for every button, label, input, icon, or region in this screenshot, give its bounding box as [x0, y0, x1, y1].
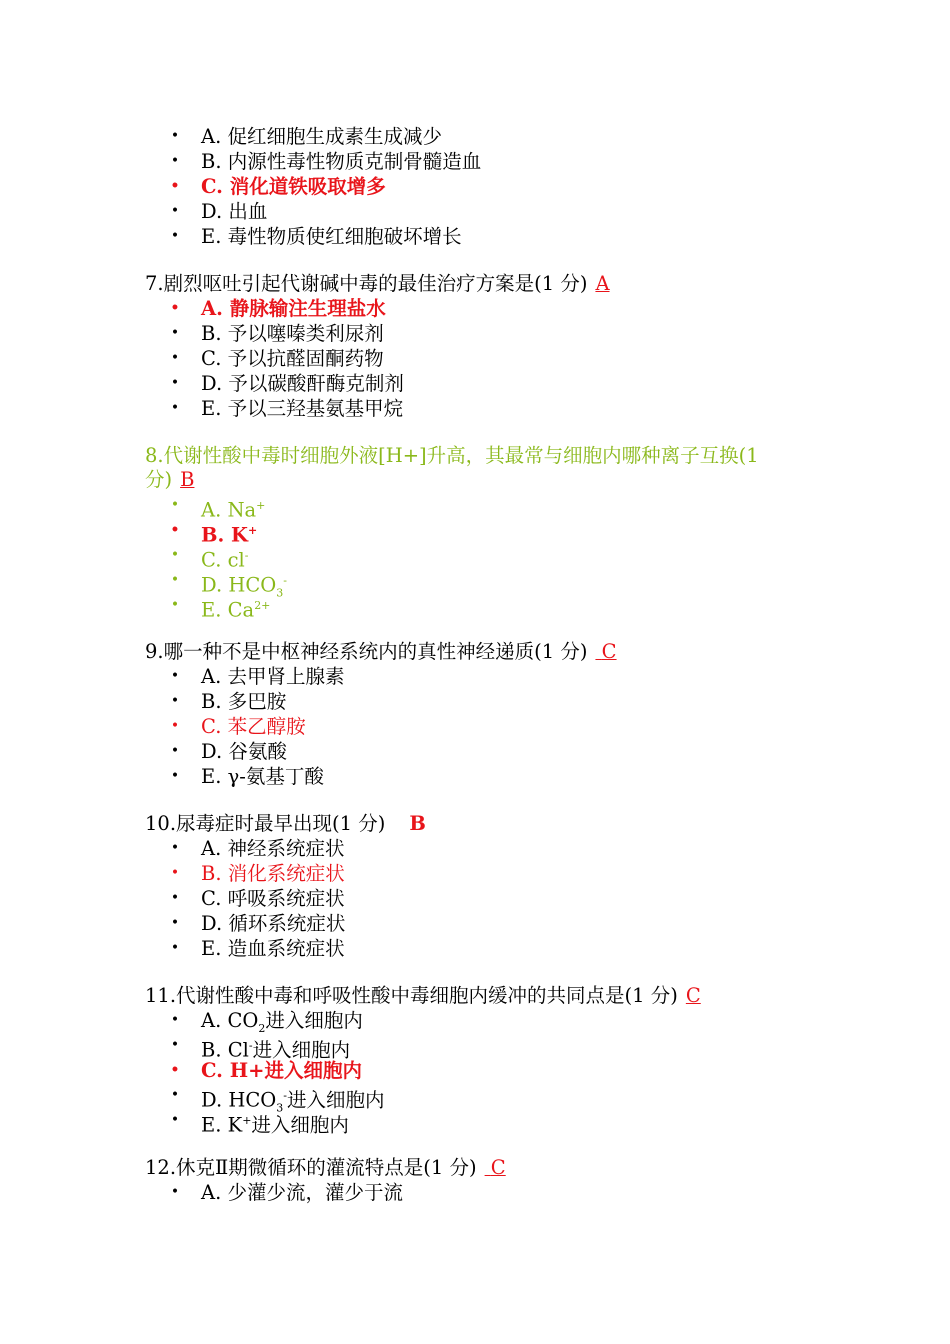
answer-mark: A: [595, 272, 610, 295]
question-title: 7.剧烈呕吐引起代谢碱中毒的最佳治疗方案是(1 分) A: [145, 272, 610, 295]
question-title: 12.休克Ⅱ期微循环的灌流特点是(1 分) C: [145, 1156, 506, 1179]
question-title: 8.代谢性酸中毒时细胞外液[H+]升高，其最常与细胞内哪种离子互换(1 分) B: [145, 444, 759, 491]
answer-mark: C: [490, 1156, 506, 1179]
question-title: 9.哪一种不是中枢神经系统内的真性神经递质(1 分) C: [145, 640, 617, 663]
question-title: 11.代谢性酸中毒和呼吸性酸中毒细胞内缓冲的共同点是(1 分) C: [145, 984, 701, 1007]
answer-mark: C: [685, 984, 701, 1007]
question-title: 10.尿毒症时最早出现(1 分) B: [145, 812, 426, 835]
document-page: • A. 促红细胞生成素生成减少 • B. 内源性毒性物质克制骨髓造血 • C. 消化道铁吸取增多 • D. 出血 • E. 毒性物质使红细胞破坏增长 7.剧烈呕吐引起代谢碱中毒的最佳治疗方案是(1 分) A • A. 静脉输注生理盐水 • B. 予以噻嗪类利尿剂 • C. 予以抗醛固酮药物 • D. 予以碳酸酐酶克制剂 • E. 予以三羟基氨基甲烷 8.代谢性酸中毒时细胞外液[H+]升高，其最常与细胞内哪种离子互换(1 分) B • A. Na+ • B. K+ • C. cl- • D. $HCO_3^-$ • E. $Ca^{2+}$ 9.哪一种不是中枢神经系统内的真性神经递质(1 分) C • A. 去甲肾上腺素 • B. 多巴胺 • C. 苯乙醇胺 • D. 谷氨酸 • E. γ-氨基丁酸 10.尿毒症时最早出现(1 分) B • A. 神经系统症状 • B. 消化系统症状 • C. 呼吸系统症状 • D. 循环系统症状 • E. 造血系统症状 11.代谢性酸中毒和呼吸性酸中毒细胞内缓冲的共同点是(1 分) C • A. $CO_2$进入细胞内 • B. Cl-进入细胞内 • C. H+进入细胞内 • D. $HCO_3^-$进入细胞内 • E. K+进入细胞内 12.休克Ⅱ期微循环的灌流特点是(1 分) C • A. 少灌少流，灌少于流: [0, 0, 950, 1344]
answer-mark: B: [180, 468, 195, 491]
answer-mark: B: [409, 812, 426, 835]
answer-mark: C: [601, 640, 617, 663]
